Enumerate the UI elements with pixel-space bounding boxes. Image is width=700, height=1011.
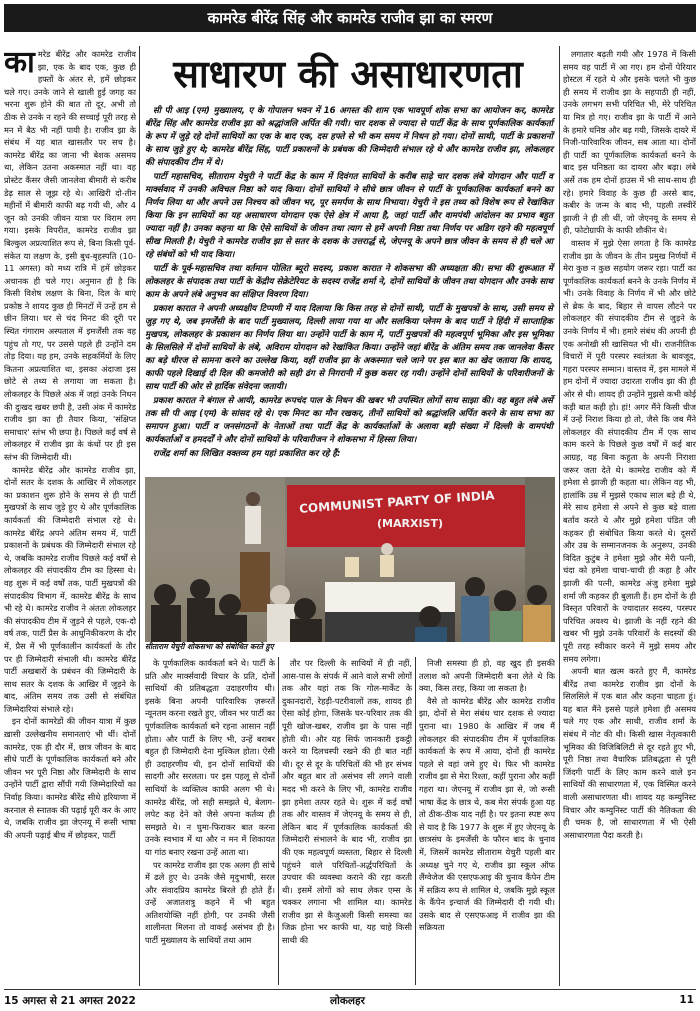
mid2-para-1: तौर पर दिल्ली के साथियों में ही नहीं, आस-पास के संपर्क में आने वाले सभी लोगों तक और यहां तक कि गोल-मार्केट के दुकानदारों, रेहड़ी-पटरीवालों तक, शायद ही ऐसा कोई होगा, जिसके घर-परिवार तक की पूरी खोज-खबर, राजीव झा के पास नहीं होती थी। और यह सिर्फ जानकारी इकट्ठी करने या दिलचस्पी रखने की ही बात नहीं थी। दूर से दूर के परिचितों की भी हर संभव और बहुत बार तो असंभव सी लगने वाली मदद भी करने के लिए भी, कामरेड राजीव झा हमेशा तत्पर रहते थे। शुरू में कई वर्षों तक और वास्तव में जेएनयू के समय से ही, लेकिन बाद में पूर्णकालिक कार्यकर्ता की जिम्मेदारी संभालने के बाद भी, राजीव झा की एक महत्वपूर्ण व्यस्तता, बिहार से दिल्ली पहुंचने वाले परिचितों-अर्द्धपरिचितों के उपचार की व्यवस्था कराने की रहा करती थी। इसमें लोगों को साथ लेकर एम्स के चक्कर लगाना भी शामिल था। कामरेड राजीव झा से कैजुअली किसी समस्या का जिक्र होना भर काफी था, यह चाहे किसी साथी की bbox=[282, 658, 412, 946]
right-para-1: लगातार बढ़ती गयी और 1978 में किसी समय वह पार्टी में आ गए। हम दोनों पेरियार होस्टल में रहते थे और इसके चलते भी कुछ ही समय में राजीव झा के सहपाठी ही नहीं, उनके लगभग सभी परिचित भी, मेरे परिचित या मित्र हो गए। राजीव झा के पार्टी में आने के हमारे घनिष्ठ और बढ़ गयी, जिसके दायरे में निजी-पारिवारिक जीवन, सब आता था। दोनों ही पार्टी का पूर्णकालिक कार्यकर्ता बनने के बाद इस घनिष्ठता का दायरा और बढ़ा। लंबे अर्से तक हम दोनों हाउस में भी साथ-साथ ही रहे। हमारे विवाह के कुछ ही अरसे बाद, कबीर के जन्म के बाद भी, पहली तस्वीरें झाजी ने ही ली थीं, जो जेएनयू के समय से ही, फोटोग्राफी के काफी शौकीन थे। bbox=[563, 49, 696, 236]
column-rule bbox=[278, 657, 279, 985]
intro-para-4: प्रकाश कारात ने अपनी अध्यक्षीय टिप्पणी में याद दिलाया कि किस तरह से दोनों साथी, पार्टी के मुखपत्रों के साथ, उसी समय से जुड़ गए थे, जब इमर्जेंसी के बाद पार्टी मुख्यालय, दिल्ली लाया गया था और सलकिया प्लेनम के बाद पार्टी ने हिंदी में साप्ताहिक मुखपत्र, लोकलहर के प्रकाशन का निर्णय लिया था। उन्होंने पार्टी के काम में, पार्टी मुखपत्रों की महत्वपूर्ण भूमिका और इस भूमिका के सिलसिले में दोनों साथियों के लंबे, अविराम योगदान को रेखांकित किया। उन्होंने जहां बीरेंद्र के अंतिम समय तक जानलेवा कैंसर का बड़े धीरज से सामना करने का उल्लेख किया, वहीं राजीव झा के अकस्मात चले जाने पर इस बात का खेद जताया कि शायद, काफी पहले दिखाई दी दिल की कमजोरी को सही ढंग से निगरानी में कुछ कसर रह गयी। उन्होंने दोनों साथियों के परिवारीजनों के साथ पार्टी की ओर से हार्दिक संवेदना जतायी। bbox=[145, 304, 553, 392]
right-para-2: वास्तव में मुझे ऐसा लगता है कि कामरेड राजीव झा के जीवन के तीन प्रमुख निर्णयों में मेरा कुछ न कुछ सहयोग जरूर रहा। पार्टी का पूर्णकालिक कार्यकर्ता बनने के उनके निर्णय में भी। उनके विवाह के निर्णय में भी और छोटे से ब्रेक के बाद, बिहार से वापस लौटने पर लोकलहर की संपादकीय टीम से जुड़ने के उनके निर्णय में भी। हमारे संबंध की अपनी ही एक अनोखी सी खासियत भी थी। राजनीतिक विचारों में पूरी परस्पर स्वतंत्रता के बावजूद, गहरा परस्पर सम्मान। वास्तव में, इस मामले में हम दोनों में ज्यादा उदारता राजीव झा की ही ओर से थी। शायद ही उन्होंने मुझसे कभी कोई कड़ी बात कही हो। हां! अगर मैंने किसी चीज में उन्हें निराश किया हो तो, जैसे कि जब मैंने लोकलहर की संपादकीय टीम में एक साथ काम करने के पिछले कुछ वर्षों में कई बार आग्रह, वह बिना कहुता के अपनी निराशा जरूर जता देते थे। कामरेड राजीव को मैं हमेशा से झाजी ही कहता था। लेकिन वह भी, हालांकि उम्र में मुझसे एकाध साल बड़े ही थे, मेरे साथ हमेशा से अपने से कुछ बड़े वाला बर्ताव करते थे और मुझे हमेशा पंडित जी कहकर ही संबोधित किया करते थे। दूसरों और उम्र के सम्मानजनक के अनुरूप, उनकी विदित कुटुंब ने हमेशा मुझे और मेरी पत्नी, चंदा को हमेशा चाचा-चाची ही कहा है और झाजी की पत्नी, कामरेड अंजु हमेशा मुझे शर्मा जी कहकर ही बुलाती हैं। हम दोनों के ही विस्तृत परिवारों के ज्यादातर सदस्य, परस्पर परिचित अवश्य थे। झाजी के नहीं रहने की खबर भी मुझे उनके परिवारों के सदस्यों की पूरी तरह स्वीकार करने में मुझे समय और समय लगेगा। bbox=[563, 237, 696, 664]
column-rule bbox=[415, 657, 416, 985]
dropcap: का bbox=[4, 48, 35, 80]
photo-caption: सीताराम येचुरी शोकसभा को संबोधित करते हुए bbox=[145, 642, 555, 654]
intro-block bbox=[145, 105, 553, 462]
intro-para-2: पार्टी महासचिव, सीताराम येचुरी ने पार्टी केंद्र के काम में दिवंगत साथियों के करीब साढ़े चार दशक लंबे योगदान और पार्टी व मार्क्सवाद में उनकी अविचल निष्ठा को याद किया। दोनों साथियों ने सीधे छात्र जीवन से पार्टी के पूर्णकालिक कार्यकर्ता बनने का निर्णय लिया था और अपने उस निश्चय को जीवन भर, पूर समर्पण के साथ निभाया। येचुरी ने इस तथ्य को विशेष रूप से रेखांकित किया कि इन साथियों का यह असाधारण योगदान एक ऐसे क्षेत्र में आया है, जहां पार्टी और वामपंथी आंदोलन का प्रभाव बहुत ज्यादा नहीं है। उनका कहना था कि ऐसे साथियों के जीवन तथा त्याग से हमें अपनी निष्ठा तथा निर्णय पर अडिग रहने की महत्वपूर्ण सीख मिलती है। येचुरी ने कामरेड राजीव झा से सतर के दशक के उत्तरार्द्ध से, जेएनयू के अपने छात्र जीवन के समय से ही चले आ रहे संबंधों को भी याद किया। bbox=[145, 172, 553, 260]
intro-para-1: सी पी आइ (एम) मुख्यालय, ए के गोपालन भवन में 16 अगस्त की शाम एक भावपूर्ण शोक सभा का आयोजन कर, कामरेड बीरेंद्र सिंह और कामरेड राजीव झा को श्रद्धांजलि अर्पित की गयी। चार दशक से ज्यादा से पार्टी केंद्र के साथ पूर्णकालिक कार्यकर्ता के रूप में जुड़े रहे दोनों साथियों का एक के बाद एक, दस हफ्ते से भी कम समय में निधन हो गया। दोनों साथी, पार्टी के प्रकाशनों के साथ जुड़े हुए थे; कामरेड बीरेंद्र सिंह, पार्टी प्रकाशनों के प्रबंधक की जिम्मेदारी संभाल रहे थे और कामरेड राजीव झा, लोकलहर की संपादकीय टीम में थे। bbox=[145, 106, 553, 168]
mid3-para-1: निजी समस्या ही हो, वह खुद ही इसकी तलाश को अपनी जिम्मेदारी बना लेते थे कि क्या, किस तरह, किया जा सकता है। bbox=[419, 658, 555, 694]
issue-date: 15 अगस्त से 21 अगस्त 2022 bbox=[4, 995, 136, 1007]
right-column bbox=[563, 48, 696, 983]
mid1-para-2: पर कामरेड राजीव झा एक अलग ही सांचे में ढले हुए थे। उनके जैसे मृदुभाषी, सरल और संवादप्रिय कामरेड बिरले ही होते हैं। उन्हें अजातशत्रु कहने में भी बहुत अतिशयोक्ति नहीं होगी, पर उनकी जैसी शालीनता मिलना तो वाकई असंभव ही है। पार्टी मुख्यालय के साथियों तथा आम bbox=[145, 859, 275, 946]
mid1-para-1: के पूर्णकालिक कार्यकर्ता बने थे। पार्टी के प्रति और मार्क्सवादी विचार के प्रति, दोनों साथियों की प्रतिबद्धता उदाहरणीय थी। इसके बिना अपनी पारिवारिक ज़रूरतें न्यूनतम करना रखते हुए, जीवन भर पार्टी का पूर्णकालिक कार्यकर्ता बने रहना आसान नहीं होता। और पार्टी के लिए भी, उन्हें बराबर बहुत ही जिम्मेदारी देना मुश्किल होता। ऐसी ही उदाहरणीय थी, इन दोनों साथियों की सादगी और सरलता। पर इस पहलू से दोनों साथियों के व्यक्तित्व काफी अलग भी थे। कामरेड बीरेंद्र, जो सही समझते थे, बेलाग-लपेट कह देने को जैसे अपना कर्तव्य ही समझते थे। न घुमा-फिराकर बात करना उनके स्वभाव में था और न मन में शिकायत या गांठ बनाए रखना उन्हें आता था। bbox=[145, 658, 275, 857]
intro-para-3: पार्टी के पूर्व-महासचिव तथा वर्तमान पोलित ब्यूरो सदस्य, प्रकाश कारात ने शोकसभा की अध्यक्षता की। सभा की शुरूआत में लोकलहर के संपादक तथा पार्टी के केंद्रीय सेक्रेटेरियट के सदस्य राजेंद्र शर्मा ने, दोनों साथियों के जीवन तथा योगदान और उनके साथ काम के अपने लंबे अनुभव का संक्षिप्त विवरण दिया। bbox=[145, 264, 553, 300]
mid-column-1 bbox=[145, 657, 275, 985]
column-rule bbox=[559, 46, 560, 986]
right-para-3: अपनी बात खत्म करते हुए मैं, कामरेड बीरेंद्र तथा कामरेड राजीव झा दोनों के सिलसिले में एक बात और कहना चाहता हूं। यह बात मैंने इससे पहले हमेशा ही असमय चले गए एक और साथी, राजीव शर्मा के संबंध में नोट की थी। किसी खास नेतृत्वकारी भूमिका की विजिबिलिटी से दूर रहते हुए भी, पूरी निष्ठा तथा वैचारिक प्रतिबद्धता से पूरी जिंदगी पार्टी के लिए काम करने वाले इन साथियों की साधारणता में, एक विस्मित करने वाली असाधारणता थी। शायद यह कम्युनिस्ट विचार और कम्युनिस्ट पार्टी की नैतिकता की ही चमक है, जो साधारणता में भी ऐसी असाधारणता पैदा करती है। bbox=[563, 666, 696, 840]
mid3-para-2: वैसे तो कामरेड बीरेंद्र और कामरेड राजीव झा, दोनों से मेरा संबंध चार दशक से ज्यादा पुराना था। 1980 के आखिर में जब मैं लोकलहर की संपादकीय टीम में पूर्णकालिक कार्यकर्ता के रूप में आया, दोनों ही कामरेड पहले से वहां जमे हुए थे। फिर भी कामरेड राजीव झा से मेरा रिश्ता, कहीं पुराना और कहीं गहरा था। जेएनयू में राजीव झा से, जो रूसी भाषा केंद्र के छात्र थे, कब मेरा संपर्क हुआ यह तो ठीक-ठीक याद नहीं है। पर इतना स्पष्ट रूप से याद है कि 1977 के शुरू में हुए जेएनयू के छात्रसंघ के इमर्जेंसी के फौरन बाद के चुनाव में, जिसमें कामरेड सीताराम येचुरी पहली बार अध्यक्ष चुने गए थे, राजीव झा स्कूल ऑफ लैंग्वेजेज की एसएफआइ की चुनाव कैंपेन टीम में सक्रिय रूप से शामिल थे, जबकि मुझे स्कूल के कैंपेन इन्चार्ज की जिम्मेदारी दी गयी थी। उसके बाद से एसएफआइ में राजीव झा की सक्रियता bbox=[419, 695, 555, 933]
meeting-photo bbox=[145, 477, 555, 642]
left-para-3: इन दोनों कामरेडों की जीवन यात्रा में कुछ ख़ासी उल्लेखनीय समानताएं भी थीं। दोनों कामरेड, एक ही दौर में, छात्र जीवन के बाद सीधे पार्टी के पूर्णकालिक कार्यकर्ता बने और जीवन भर पूरी निष्ठा और जिम्मेदारी के साथ उन्होंने पार्टी द्वारा सौंपी गयी जिम्मेदारियों का निर्वाह किया। कामरेड बीरेंद्र सीधे हरियाणा में करनाल से स्नातक की पढ़ाई पूरी कर के आए थे, जबकि राजीव झा जेएनयू में रूसी भाषा की अपनी पढ़ाई बीच में छोड़कर, पार्टी bbox=[4, 716, 136, 840]
banner-line-2: (MARXIST) bbox=[377, 517, 443, 530]
column-rule bbox=[139, 46, 140, 986]
left-column bbox=[4, 48, 136, 983]
banner-title: कामरेड बीरेंद्र सिंह और कामरेड राजीव झा का स्मरण bbox=[207, 9, 493, 27]
page-number: 11 bbox=[679, 994, 694, 1006]
intro-para-6: राजेंद्र शर्मा का लिखित वक्तव्य हम यहां प्रकाशित कर रहे हैं: bbox=[153, 449, 341, 459]
banner-line-1: COMMUNIST PARTY OF INDIA bbox=[298, 488, 495, 516]
mid-column-2 bbox=[282, 657, 412, 985]
intro-para-5: प्रकाश कारात ने बंगाल से आयी, कामरेड रूपचंद पाल के निधन की खबर भी उपस्थित लोगों साथ साझा की। वह बहुत लंबे अर्से तक सी पी आइ (एम) के सांसद रहे थे। एक मिनट का मौन रखकर, तीनों साथियों को श्रद्धांजलि अर्पित करने के साथ सभा का समापन हुआ। पार्टी व जनसंगठनों के नेताओं तथा पार्टी केंद्र के कार्यकर्ताओं के अलावा बड़ी संख्या में दिल्ली के वामपंथी कार्यकर्ताओं व हमदर्दों ने और दोनों साथियों के परिवारीजन ने शोकसभा में हिस्सा लिया। bbox=[145, 396, 553, 445]
left-para-2: कामरेड बीरेंद्र और कामरेड राजीव झा, दोनों सतर के दशक के आखिर में लोकलहर का प्रकाशन शुरू होने के समय से ही पार्टी मुखपत्रों के साथ जुड़े हुए थे और पूर्णकालिक कार्यकर्ता की जिम्मेदारी संभाल रहे थे। कामरेड बीरेंद्र अपने अंतिम समय में, पार्टी प्रकाशनों के प्रबंधक की जिम्मेदारी संभाल रहे थे, जबकि कामरेड राजीव पिछले कई वर्षों से लोकलहर की संपादकीय टीम का हिस्सा थे। वह शुरू में कई वर्षों तक, पार्टी मुखपत्रों की संपादकीय विभाग में, कामरेड बीरेंद्र के साथ भी रहे थे। कामरेड राजीव ने अंततः लोकलहर की संपादकीय टीम में जुड़ने से पहले, एक-दो वर्ष तक, पार्टी प्रैस के आधुनिकीकरण के दौर में, प्रैस में भी पूर्णकालीन कार्यकर्ता के तौर पर ही जिम्मेदारी संभाली थी। कामरेड बीरेंद्र पार्टी अखबारों के प्रबंधन की जिम्मेदारी के साथ सतर के दशक के आखिर में जुड़ने के बाद, अंतिम समय तक उसी से संबंधित जिम्मेदारियां संभाले रहे। bbox=[4, 464, 136, 714]
mid-column-3 bbox=[419, 657, 555, 985]
headline: साधारण की असाधारणता bbox=[173, 52, 523, 96]
section-banner bbox=[4, 4, 696, 32]
page-footer bbox=[0, 990, 700, 1010]
paper-name: लोकलहर bbox=[330, 995, 365, 1007]
left-para-1: मरेड बीरेंद्र और कामरेड राजीव झा, एक के बाद एक, कुछ ही हफ्तों के अंतर से, हमें छोड़कर चले गए। उनके जाने से खाली हुई जगह का भरना शुरू होने की बात तो दूर, अभी तो ठीक से उनके न रहने की सच्चाई पूरी तरह से मन में बैठ भी नहीं पायी है। राजीव झा के संबंध में यह बात खासतौर पर सच है। कामरेड बीरेंद्र का जाना भी बेशक असमय था, लेकिन उतना अकस्मात नहीं था। वह प्रोस्टेट कैंसर जैसी जानलेवा बीमारी से करीब डेढ़ साल से जूझ रहे थे। आखिरी दो-तीन महीनों में बीमारी काफी बढ़ गयी थी, और 4 जून को उनकी जीवन यात्रा पर विराम लग गया। इसके विपरीत, कामरेड राजीव झा बिल्कुल अप्रत्याशित रूप से, बिना किसी पूर्व-संकेत या लक्षण के, इसी बुध-बृहस्पति (10-11 अगस्त) को मध्य रात्रि में हमें छोड़कर अचानक ही चले गए। अनुमान ही है कि किसी विशेष लक्षण के बिना, दिल के बाएं प्रकोष्ठ ने शायद कुछ ही मिनटों में उन्हें हम से छीन लिया। घर से चंद मिनट की दूरी पर स्थित गंगाराम अस्पताल में इमर्जेंसी तक वह पहुंच तो गए, पर उससे पहले ही उन्होंने दम तोड़ दिया। यह हम, उनके सहकर्मियों के लिए कितना अप्रत्याशित था, इसका अंदाजा इस छोटे से तथ्य से लगाया जा सकता है। लोकलहर के पिछले अंक में जहां उनके निधन की दुःखद खबर छपी है, उसी अंक में कामरेड राजीव झा का ही तैयार किया, 'संक्षिप्त समाचार' स्तंभ भी छपा है। पिछले कई वर्ष से लोकलहर में राजीव झा के कंधों पर ही इस स्तंभ की जिम्मेदारी थी। bbox=[4, 49, 136, 462]
audience-figures bbox=[145, 477, 555, 642]
